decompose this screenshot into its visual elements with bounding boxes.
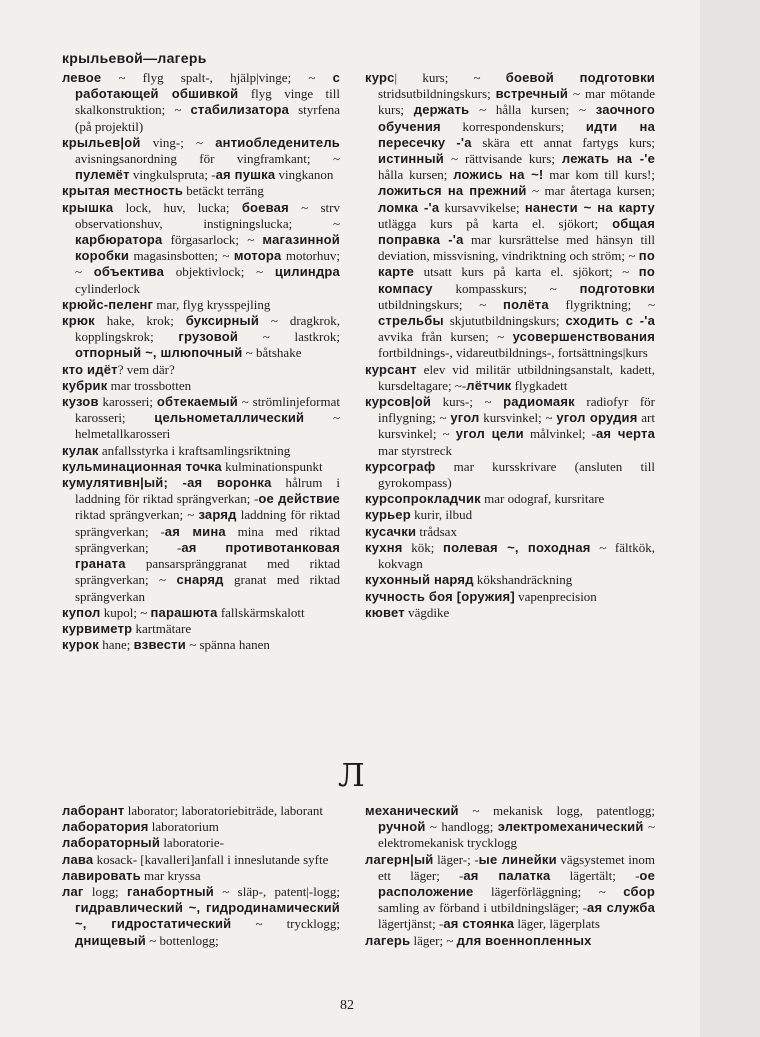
dictionary-entry: лаборант laborator; laboratoriebiträde, laborant — [62, 803, 323, 818]
dictionary-entry: механический ~ mekanisk logg, patentlogg; ручной ~ handlogg; электромеханический ~ elektromekanisk trycklogg — [365, 803, 655, 851]
section-letter: Л — [338, 756, 365, 794]
dictionary-entry: лавировать mar kryssa — [62, 867, 201, 883]
dictionary-entry: лагерь läger; ~ для военнопленных — [365, 932, 592, 948]
column-left-upper — [62, 70, 340, 653]
dictionary-entry: курвиметр kartmätare — [62, 620, 192, 636]
column-right-lower — [365, 803, 655, 949]
column-left-lower — [62, 803, 340, 949]
dictionary-entry: кусачки trådsax — [365, 523, 457, 539]
dictionary-entry: лаборатория laboratorium — [62, 819, 219, 835]
dictionary-entry: курок hane; взвести ~ spänna hanen — [62, 637, 270, 653]
column-right-upper — [365, 70, 655, 621]
dictionary-entry: кубрик mar trossbotten — [62, 377, 192, 393]
dictionary-entry: курьер kurir, ilbud — [365, 507, 473, 523]
dictionary-entry: кумулятивн|ый; -ая воронка hålrum i laddning för riktad sprängverkan; -ое действие riktad sprängverkan; ~ заряд laddning för riktad sprängverkan; -ая мина mina med riktad sprängverkan; -ая противотанковая граната pansarspränggranat med riktad sprängverkan; ~ снаряд granat med riktad sprängverkan — [62, 475, 340, 604]
page-number: 82 — [340, 998, 354, 1013]
dictionary-entry: крюйс-пеленг mar, flyg krysspejling — [62, 296, 271, 312]
dictionary-entry: кухонный наряд kökshandräckning — [365, 572, 573, 588]
dictionary-entry: курсопрокладчик mar odograf, kursritare — [365, 491, 605, 507]
dictionary-entry: лагерн|ый läger-; -ые линейки vägsystemet inom ett läger; -ая палатка lägertält; -ое расположение lägerförläggning; ~ сбор samling av förband i utbildningsläger; -ая служба lägertjänst; -ая стоянка läger, lägerplats — [365, 851, 655, 932]
dictionary-entry: кульминационная точка kulminationspunkt — [62, 458, 323, 474]
dictionary-entry: курс| kurs; ~ боевой подготовки stridsutbildningskurs; встречный ~ mar mötande kurs; держать ~ hålla kursen; ~ заочного обучения korrespondenskurs; идти на пересечку -'а skära ett annat fartygs kurs; истинный ~ rättvisande kurs; лежать на -'е hålla kursen; ложись на ~! mar kom till kurs!; ложиться на прежний ~ mar återtaga kursen; ломка -'а kursavvikelse; нанести ~ на карту utlägga kurs på karta el. sjökort; общая поправка -'а mar kursrättelse med hänsyn till deviation, missvisning, vindriktning och ström; ~ по карте utsatt kurs på karta el. sjökort; ~ по компасу kompasskurs; ~ подготовки utbildningskurs; ~ полёта flygriktning; ~ стрельбы skjututbildningskurs; сходить с -'а avvika från kursen; ~ усовершенствования fortbildnings-, vidareutbildnings-, fortsättnings|kurs — [365, 70, 656, 361]
dictionary-entry: левое ~ flyg spalt-, hjälp|vinge; ~ с работающей обшивкой flyg vinge till skalkonstruktion; ~ стабилизатора styrfena (på projektil) — [62, 70, 340, 134]
dictionary-entry: купол kupol; ~ парашюта fallskärmskalott — [62, 604, 305, 620]
dictionary-entry: кулак anfallsstyrka i kraftsamlingsriktning — [62, 442, 291, 458]
dictionary-entry: лабораторный laboratorie- — [62, 835, 224, 851]
dictionary-entry: крышка lock, huv, lucka; боевая ~ strv observationshuv, instigningslucka; ~ карбюратора förgasarlock; ~ магазинной коробки magasinsbotten; ~ мотора motorhuv; ~ объектива objektivlock; ~ цилиндра cylinderlock — [62, 199, 340, 296]
dictionary-entry: лаг logg; ганабортный ~ släp-, patent|-logg; гидравлический ~, гидродинамический ~, гидростатический ~ trycklogg; днищевый ~ bottenlogg; — [62, 884, 340, 948]
dictionary-entry: крытая местность betäckt terräng — [62, 183, 264, 199]
dictionary-entry: кухня kök; полевая ~, походная ~ fältkök, kokvagn — [365, 539, 655, 572]
dictionary-entry: кучность боя [оружия] vapenprecision — [365, 588, 597, 604]
adjacent-page-edge — [700, 0, 760, 1037]
dictionary-entry: курсант elev vid militär utbildningsanstalt, kadett, kursdeltagare; ~-лётчик flygkadett — [365, 361, 655, 393]
dictionary-entry: курсограф mar kursskrivare (ansluten till gyrokompass) — [365, 458, 655, 491]
dictionary-entry: курсов|ой kurs-; ~ радиомаяк radiofyr för inflygning; ~ угол kursvinkel; ~ угол орудия art kursvinkel; ~ угол цели målvinkel; -ая черта mar styrstreck — [365, 394, 656, 458]
running-header: крыльевой—лагерь — [62, 50, 207, 66]
dictionary-entry: лава kosack- [kavalleri]anfall i inneslutande syfte — [62, 851, 329, 867]
dictionary-entry: крюк hake, krok; буксирный ~ dragkrok, kopplingskrok; грузовой ~ lastkrok; отпорный ~, шлюпочный ~ båtshake — [62, 313, 340, 361]
dictionary-entry: кто идёт? vem där? — [62, 361, 175, 377]
dictionary-entry: кузов karosseri; обтекаемый ~ strömlinjeformat karosseri; цельнометаллический ~ helmetallkarosseri — [62, 394, 341, 442]
dictionary-entry: кювет vägdike — [365, 604, 450, 620]
dictionary-entry: крыльев|ой ving-; ~ антиобледенитель avisningsanordning för vingframkant; ~ пулемёт vingkulspruta; -ая пушка vingkanon — [62, 134, 340, 183]
